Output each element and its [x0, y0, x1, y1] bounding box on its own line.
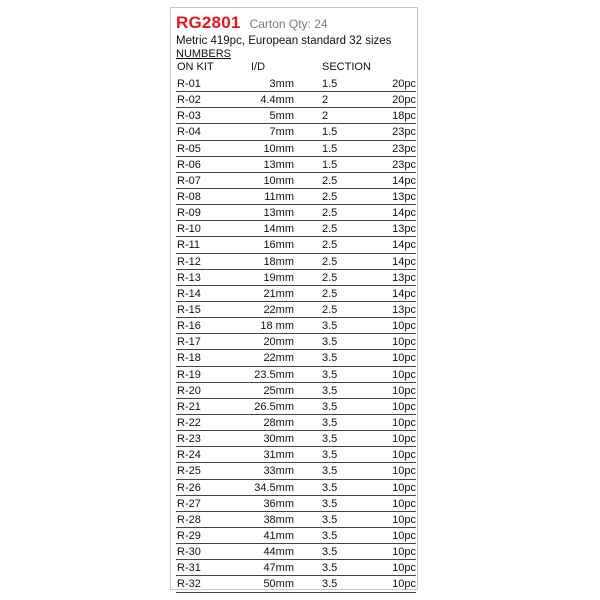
cell-kit-number: R-30 [177, 546, 201, 559]
cell-section: 3.5 [322, 416, 338, 429]
table-row [176, 271, 416, 287]
cell-section: 3.5 [322, 352, 338, 365]
cell-quantity: 20pc [392, 94, 416, 107]
cell-kit-number: R-22 [177, 416, 201, 429]
row-underline [176, 414, 416, 415]
cell-kit-number: R-23 [177, 433, 201, 446]
card-header [176, 13, 416, 76]
header-id: I/D [251, 61, 266, 73]
row-underline [176, 479, 416, 480]
cell-section: 3.5 [322, 384, 338, 397]
cell-inner-diameter: 4.4mm [260, 94, 294, 107]
row-underline [176, 495, 416, 496]
table-row [176, 497, 416, 513]
table-row [176, 464, 416, 480]
cell-inner-diameter: 34.5mm [254, 481, 294, 494]
cell-kit-number: R-11 [177, 239, 201, 252]
cell-quantity: 14pc [392, 239, 416, 252]
cell-quantity: 10pc [392, 529, 416, 542]
cell-section: 2.5 [322, 287, 338, 300]
cell-section: 3.5 [322, 578, 338, 591]
row-underline [176, 592, 416, 593]
row-underline [176, 559, 416, 560]
cell-section: 1.5 [322, 126, 338, 139]
cell-section: 3.5 [322, 465, 338, 478]
cell-section: 3.5 [322, 400, 338, 413]
cell-inner-diameter: 36mm [263, 497, 294, 510]
row-underline [176, 253, 416, 254]
cell-kit-number: R-04 [177, 126, 201, 139]
cell-kit-number: R-15 [177, 303, 201, 316]
cell-kit-number: R-03 [177, 110, 201, 123]
cell-kit-number: R-21 [177, 400, 201, 413]
cell-kit-number: R-31 [177, 562, 201, 575]
cell-quantity: 13pc [392, 303, 416, 316]
cell-kit-number: R-32 [177, 578, 201, 591]
cell-kit-number: R-17 [177, 336, 201, 349]
cell-kit-number: R-24 [177, 449, 201, 462]
table-row [176, 77, 416, 93]
cell-quantity: 23pc [392, 158, 416, 171]
row-underline [176, 107, 416, 108]
row-underline [176, 462, 416, 463]
cell-quantity: 10pc [392, 449, 416, 462]
cell-quantity: 20pc [392, 78, 416, 90]
cell-inner-diameter: 28mm [263, 416, 294, 429]
cell-kit-number: R-18 [177, 352, 201, 365]
table-row [176, 432, 416, 448]
cell-kit-number: R-09 [177, 207, 201, 220]
table-row [176, 158, 416, 174]
table-row [176, 481, 416, 497]
cell-inner-diameter: 19mm [263, 271, 294, 284]
cell-quantity: 10pc [392, 481, 416, 494]
cell-kit-number: R-27 [177, 497, 201, 510]
cell-section: 2 [322, 110, 329, 123]
cell-kit-number: R-19 [177, 368, 201, 381]
table-row [176, 174, 416, 190]
cell-section: 3.5 [322, 562, 338, 575]
cell-inner-diameter: 41mm [263, 529, 294, 542]
row-underline [176, 172, 416, 173]
column-headers [176, 61, 416, 76]
cell-kit-number: R-20 [177, 384, 201, 397]
row-underline [176, 269, 416, 270]
cell-quantity: 18pc [392, 110, 416, 123]
table-row [176, 335, 416, 351]
cell-quantity: 10pc [392, 562, 416, 575]
cell-quantity: 10pc [392, 433, 416, 446]
cell-inner-diameter: 21mm [263, 287, 294, 300]
cell-section: 3.5 [322, 336, 338, 349]
cell-section: 2.5 [322, 271, 338, 284]
cell-section: 1.5 [322, 142, 338, 155]
cell-quantity: 14pc [392, 255, 416, 268]
cell-section: 2.5 [322, 174, 338, 187]
table-row [176, 125, 416, 141]
cell-inner-diameter: 23.5mm [254, 368, 294, 381]
cell-inner-diameter: 22mm [263, 352, 294, 365]
cell-inner-diameter: 50mm [263, 578, 294, 591]
row-underline [176, 285, 416, 286]
cell-quantity: 10pc [392, 400, 416, 413]
product-card [170, 7, 418, 590]
cell-kit-number: R-10 [177, 223, 201, 236]
row-underline [176, 527, 416, 528]
cell-section: 2.5 [322, 190, 338, 203]
cell-kit-number: R-28 [177, 513, 201, 526]
table-row [176, 545, 416, 561]
cell-kit-number: R-08 [177, 190, 201, 203]
cell-section: 1.5 [322, 78, 338, 90]
cell-section: 3.5 [322, 449, 338, 462]
cell-inner-diameter: 22mm [263, 303, 294, 316]
cell-section: 3.5 [322, 433, 338, 446]
cell-quantity: 10pc [392, 497, 416, 510]
row-underline [176, 543, 416, 544]
row-underline [176, 366, 416, 367]
row-underline [176, 317, 416, 318]
table-row [176, 190, 416, 206]
table-row [176, 222, 416, 238]
cell-inner-diameter: 13mm [263, 158, 294, 171]
cell-section: 3.5 [322, 546, 338, 559]
cell-quantity: 10pc [392, 384, 416, 397]
cell-kit-number: R-16 [177, 320, 201, 333]
row-underline [176, 188, 416, 189]
cell-inner-diameter: 30mm [263, 433, 294, 446]
cell-kit-number: R-26 [177, 481, 201, 494]
cell-inner-diameter: 10mm [263, 174, 294, 187]
cell-quantity: 23pc [392, 142, 416, 155]
table-row [176, 109, 416, 125]
row-underline [176, 446, 416, 447]
cell-section: 2.5 [322, 207, 338, 220]
table-row [176, 384, 416, 400]
numbers-label: NUMBERS [176, 48, 232, 60]
table-row [176, 561, 416, 577]
cell-section: 2.5 [322, 223, 338, 236]
cell-section: 3.5 [322, 481, 338, 494]
row-underline [176, 511, 416, 512]
cell-inner-diameter: 7mm [269, 126, 294, 139]
table-row [176, 513, 416, 529]
cell-inner-diameter: 10mm [263, 142, 294, 155]
cell-section: 2.5 [322, 303, 338, 316]
cell-section: 3.5 [322, 320, 338, 333]
cell-quantity: 10pc [392, 336, 416, 349]
table-row [176, 142, 416, 158]
row-underline [176, 156, 416, 157]
table-row [176, 448, 416, 464]
cell-quantity: 13pc [392, 271, 416, 284]
cell-quantity: 10pc [392, 352, 416, 365]
row-underline [176, 204, 416, 205]
cell-quantity: 14pc [392, 287, 416, 300]
cell-kit-number: R-02 [177, 94, 201, 107]
cell-quantity: 10pc [392, 465, 416, 478]
cell-inner-diameter: 18 mm [260, 320, 294, 333]
cell-kit-number: R-14 [177, 287, 201, 300]
cell-kit-number: R-07 [177, 174, 201, 187]
cell-quantity: 13pc [392, 223, 416, 236]
cell-inner-diameter: 26.5mm [254, 400, 294, 413]
cell-kit-number: R-05 [177, 142, 201, 155]
product-code: RG2801 [176, 13, 241, 32]
cell-section: 3.5 [322, 368, 338, 381]
row-underline [176, 123, 416, 124]
table-row [176, 238, 416, 254]
table-row [176, 400, 416, 416]
cell-quantity: 10pc [392, 578, 416, 591]
cell-inner-diameter: 31mm [263, 449, 294, 462]
cell-kit-number: R-01 [177, 78, 201, 90]
cell-quantity: 10pc [392, 416, 416, 429]
table-row [176, 368, 416, 384]
cell-quantity: 10pc [392, 368, 416, 381]
cell-inner-diameter: 13mm [263, 207, 294, 220]
table-row [176, 255, 416, 271]
row-underline [176, 236, 416, 237]
cell-section: 2.5 [322, 239, 338, 252]
cell-inner-diameter: 44mm [263, 546, 294, 559]
table-row [176, 577, 416, 593]
cell-inner-diameter: 25mm [263, 384, 294, 397]
cell-inner-diameter: 18mm [263, 255, 294, 268]
cell-kit-number: R-12 [177, 255, 201, 268]
title-row [176, 13, 416, 35]
cell-kit-number: R-13 [177, 271, 201, 284]
table-row [176, 287, 416, 303]
table-row [176, 529, 416, 545]
cell-inner-diameter: 16mm [263, 239, 294, 252]
cell-section: 3.5 [322, 497, 338, 510]
table-row [176, 416, 416, 432]
cell-section: 2.5 [322, 255, 338, 268]
header-on-kit: ON KIT [177, 61, 214, 73]
carton-qty: Carton Qty: 24 [249, 17, 328, 31]
row-underline [176, 301, 416, 302]
cell-quantity: 10pc [392, 320, 416, 333]
cell-kit-number: R-06 [177, 158, 201, 171]
cell-inner-diameter: 33mm [263, 465, 294, 478]
cell-inner-diameter: 20mm [263, 336, 294, 349]
table-row [176, 93, 416, 109]
cell-quantity: 23pc [392, 126, 416, 139]
row-underline [176, 398, 416, 399]
table-row [176, 206, 416, 222]
cell-kit-number: R-25 [177, 465, 201, 478]
product-description: Metric 419pc, European standard 32 sizes [176, 35, 392, 47]
cell-kit-number: R-29 [177, 529, 201, 542]
row-underline [176, 382, 416, 383]
cell-quantity: 10pc [392, 513, 416, 526]
cell-inner-diameter: 38mm [263, 513, 294, 526]
cell-quantity: 13pc [392, 190, 416, 203]
table-row [176, 351, 416, 367]
cell-section: 3.5 [322, 529, 338, 542]
table-row [176, 319, 416, 335]
cell-section: 3.5 [322, 513, 338, 526]
table-row [176, 303, 416, 319]
header-section: SECTION [322, 61, 371, 73]
row-underline [176, 91, 416, 92]
row-underline [176, 430, 416, 431]
cell-inner-diameter: 5mm [269, 110, 294, 123]
cell-inner-diameter: 47mm [263, 562, 294, 575]
cell-inner-diameter: 3mm [269, 78, 294, 90]
row-underline [176, 349, 416, 350]
cell-inner-diameter: 14mm [263, 223, 294, 236]
cell-section: 1.5 [322, 158, 338, 171]
cell-inner-diameter: 11mm [264, 190, 294, 203]
row-underline [176, 220, 416, 221]
cell-quantity: 14pc [392, 207, 416, 220]
row-underline [176, 333, 416, 334]
cell-quantity: 10pc [392, 546, 416, 559]
size-table [176, 77, 416, 594]
row-underline [176, 575, 416, 576]
cell-section: 2 [322, 94, 329, 107]
row-underline [176, 140, 416, 141]
cell-quantity: 14pc [392, 174, 416, 187]
